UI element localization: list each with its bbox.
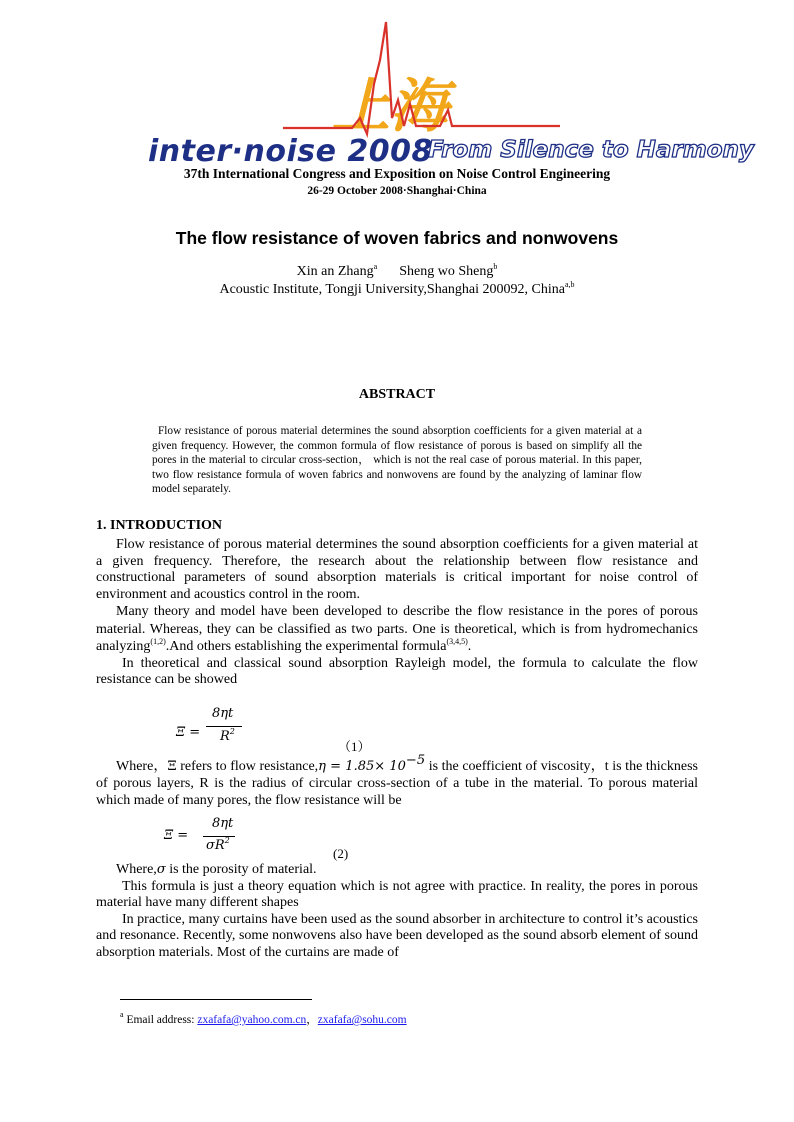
eq2-numerator: 8ηt xyxy=(212,816,234,831)
intro-paragraph-5 xyxy=(96,862,698,879)
abstract-heading: ABSTRACT xyxy=(358,387,436,402)
intro-paragraph-1: Flow resistance of porous material determines the sound absorption coefficients for a given material at a given frequency. Therefore, the research about the relationship between flow resistance and constructional parameters of sound absorption materials is critical important for noise control of environment and acoustics control in the room. xyxy=(96,537,698,602)
intro-paragraph-2 xyxy=(96,603,698,656)
intro-paragraph-3: In theoretical and classical sound absorption Rayleigh model, the formula to calculate the flow resistance can be showed xyxy=(96,655,698,688)
eq1-numerator: 8ηt xyxy=(212,706,234,721)
eq1-fraction-bar xyxy=(206,726,242,727)
eq1-denominator xyxy=(220,729,235,744)
logo-wordmark: inter·noise 2008 xyxy=(148,134,433,168)
intro-block-2 xyxy=(96,753,698,810)
p2-text-a: Many theory and model have been developed to describe the flow resistance in the pores of porous material. Whereas, they can be classified as two parts. One is theoretical, which is from hydromechanics analyzing xyxy=(96,604,698,655)
author-2-sup: b xyxy=(493,262,498,271)
p4-eta-expr: η = 1.85× 10 xyxy=(318,759,406,774)
eq1-lhs: Ξ = xyxy=(176,725,201,740)
logo-city-text: 上海 xyxy=(332,72,449,140)
affiliation xyxy=(0,282,794,298)
eq2-lhs: Ξ = xyxy=(164,828,189,843)
author-1-sup: a xyxy=(373,262,378,271)
author-line xyxy=(0,264,794,280)
footnote xyxy=(120,1011,407,1027)
p2-text-b: .And others establishing the experimental formula xyxy=(165,639,447,655)
p4-eta-sup: −5 xyxy=(405,753,426,768)
p4-text-a: Where， xyxy=(116,759,168,774)
conference-date: 26-29 October 2008·Shanghai·China xyxy=(307,185,487,197)
eq1-den-sup: 2 xyxy=(229,727,235,736)
footnote-label: Email address: xyxy=(123,1014,198,1026)
abstract-paragraph: Flow resistance of porous material determines the sound absorption coefficients for a given material at a given frequency. However, the common formula of flow resistance of porous is based on simplify all the pores in the material to circular cross-section， which is not the real case of porous material. In this paper, two flow resistance formula of woven fabrics and nonwovens are found by the analyzing of laminar flow model separately. xyxy=(152,425,642,496)
p4-text-c: is the coefficient of viscosity，t is the thickness of porous layers, R is the radius of circular cross-section of a tube in the material. To porous material which made of many pores, the flow resistance will be xyxy=(96,759,698,809)
eq2-den-sup: 2 xyxy=(224,836,230,845)
email-link-sohu[interactable]: zxafafa@sohu.com xyxy=(317,1014,407,1026)
affiliation-sup: a,b xyxy=(564,280,575,289)
p2-text-c: . xyxy=(467,639,472,655)
intro-block-3 xyxy=(96,862,698,962)
logo-slogan: From Silence to Harmony xyxy=(428,137,754,163)
eq1-number: （1） xyxy=(338,739,371,754)
ref-1-2: (1,2) xyxy=(150,637,166,647)
eq2-fraction-bar xyxy=(203,836,235,837)
p4-xi-symbol: Ξ xyxy=(167,759,177,774)
eq2-den-text: σR xyxy=(206,838,225,853)
footnote-separator: ， xyxy=(306,1014,318,1026)
footnote-rule xyxy=(120,999,312,1000)
intro-paragraph-4 xyxy=(96,753,698,810)
p5-sigma-symbol: σ xyxy=(156,862,166,877)
eq2-number: (2) xyxy=(333,846,349,861)
abstract-text xyxy=(152,424,642,497)
p5-text-a: Where, xyxy=(116,862,157,877)
conference-logo xyxy=(0,0,794,168)
intro-paragraph-6: This formula is just a theory equation which is not agree with practice. In reality, the pores in porous material have many different shapes xyxy=(96,878,698,911)
paper-title: The flow resistance of woven fabrics and nonwovens xyxy=(175,228,619,248)
email-link-yahoo[interactable]: zxafafa@yahoo.com.cn xyxy=(197,1014,307,1026)
eq2-denominator xyxy=(206,838,230,853)
p4-text-b: refers to flow resistance, xyxy=(176,759,319,774)
affiliation-text: Acoustic Institute, Tongji University,Shanghai 200092, China xyxy=(219,282,565,297)
author-1: Xin an Zhang xyxy=(296,264,374,279)
eq1-den-text: R xyxy=(220,729,230,744)
p5-text-b: is the porosity of material. xyxy=(165,862,317,877)
footnote-marker: a xyxy=(120,1010,124,1019)
conference-title: 37th International Congress and Exposition on Noise Control Engineering xyxy=(183,166,611,181)
author-2: Sheng wo Sheng xyxy=(399,264,494,279)
section-heading: 1. INTRODUCTION xyxy=(96,518,223,533)
ref-3-4-5: (3,4,5) xyxy=(446,637,468,647)
intro-paragraph-7: In practice, many curtains have been used as the sound absorber in architecture to control it’s acoustics and resonance. Recently, some nonwovens also have been developed as the sound absorb element of sound absorption materials. Most of the curtains are made of xyxy=(96,911,698,960)
intro-block-1 xyxy=(96,537,698,689)
